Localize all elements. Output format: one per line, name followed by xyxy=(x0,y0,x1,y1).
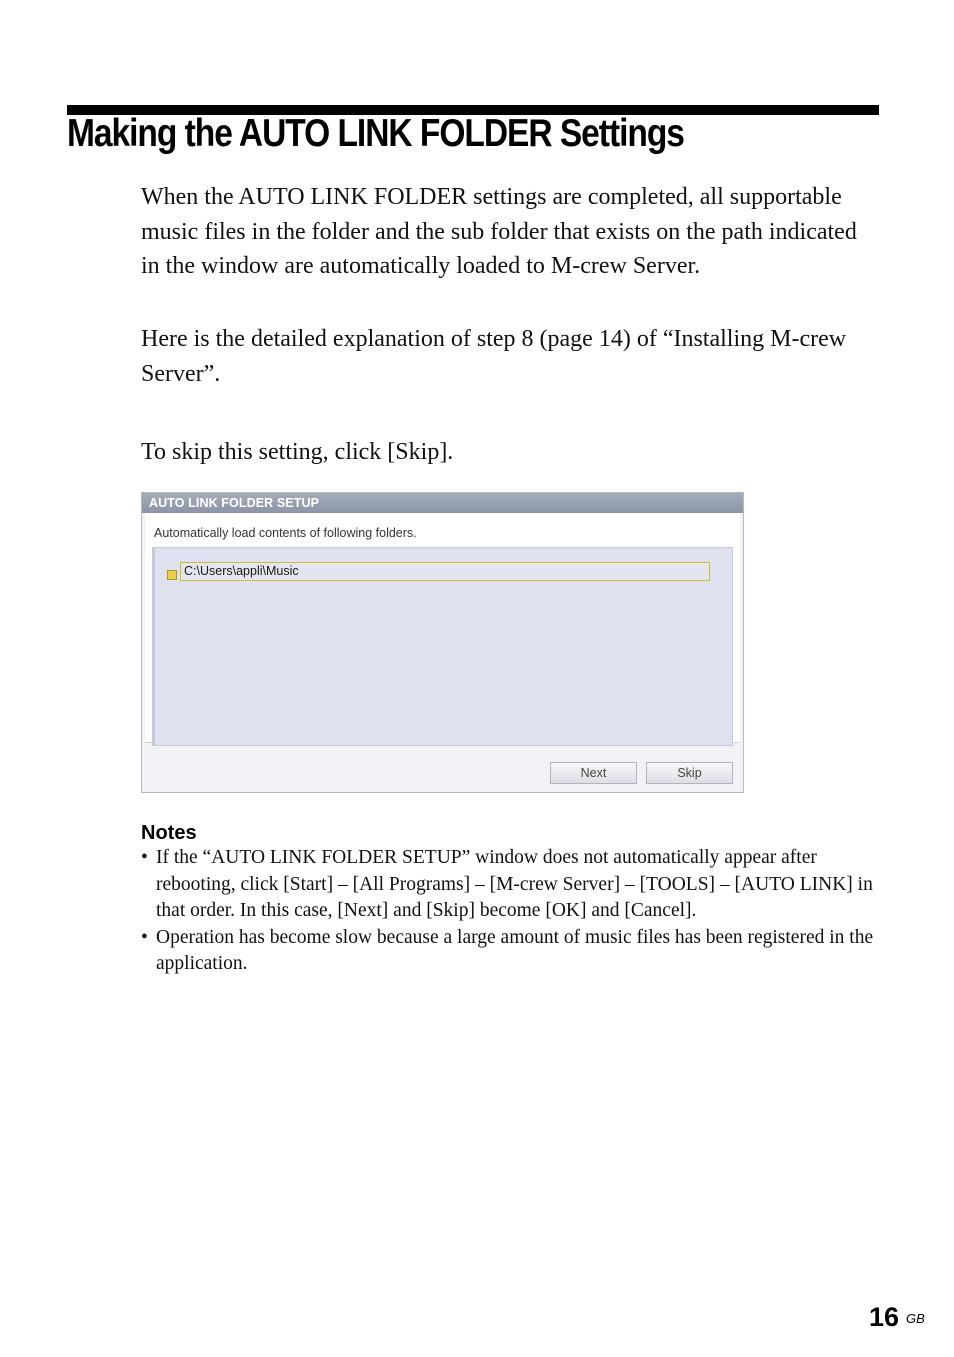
folder-checkbox[interactable] xyxy=(167,570,177,580)
bullet: • xyxy=(141,926,148,948)
auto-link-folder-dialog xyxy=(141,492,744,793)
notes-list xyxy=(141,845,886,978)
skip-button[interactable]: Skip xyxy=(646,762,733,784)
page-region-suffix: GB xyxy=(906,1311,925,1326)
folder-path-item[interactable]: C:\Users\appli\Music xyxy=(180,562,710,581)
step-reference-paragraph: Here is the detailed explanation of step 8 (page 14) of “Installing M-crew Server”. xyxy=(141,326,847,387)
intro-paragraph: When the AUTO LINK FOLDER settings are completed, all supportable music files in the folder and the sub folder that exists on the path indicated in the window are automatically loaded to M-crew Server. xyxy=(141,184,857,279)
notes-heading: Notes xyxy=(141,822,197,844)
note-item xyxy=(141,925,886,978)
folder-list xyxy=(152,547,733,746)
dialog-title: AUTO LINK FOLDER SETUP xyxy=(142,493,743,513)
note-item xyxy=(141,845,886,925)
page-number: 16 xyxy=(869,1302,900,1332)
next-button[interactable]: Next xyxy=(550,762,637,784)
page-title: Making the AUTO LINK FOLDER Settings xyxy=(67,112,684,155)
dialog-description: Automatically load contents of following folders. xyxy=(154,526,417,540)
bullet: • xyxy=(141,847,148,868)
note-text: If the “AUTO LINK FOLDER SETUP” window does not automatically appear after rebooting, click [Start] – [All Programs] – [M-crew Server] – [TOOLS] – [AUTO LINK] in that order. In this case, [Next] and [Skip] become [OK] and [Cancel]. xyxy=(156,847,873,921)
note-text: Operation has become slow because a large amount of music files has been registered in the application. xyxy=(156,926,874,974)
dialog-content xyxy=(145,513,740,743)
skip-instruction: To skip this setting, click [Skip]. xyxy=(141,439,454,465)
